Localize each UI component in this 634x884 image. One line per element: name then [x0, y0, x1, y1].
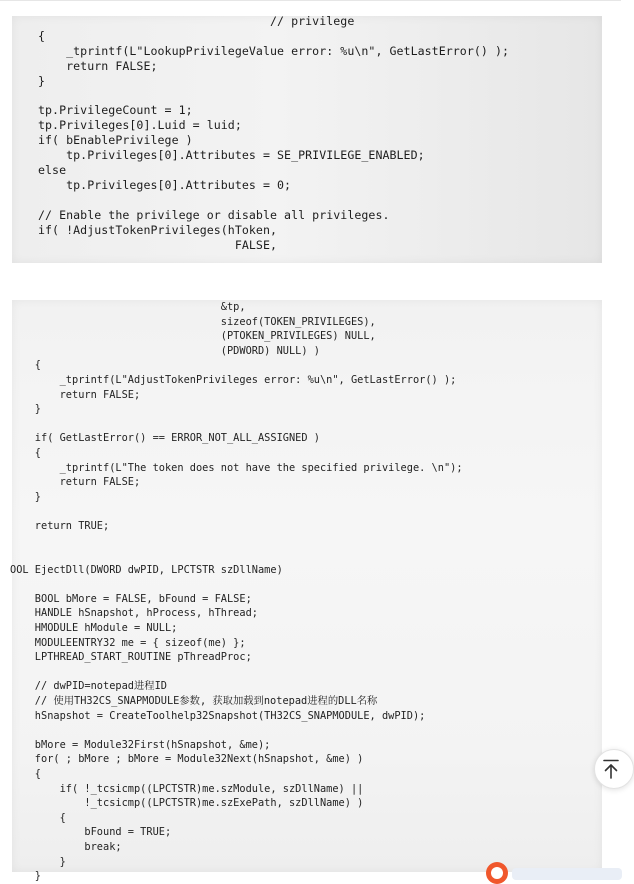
code-line: { — [10, 768, 41, 780]
code-line: MODULEENTRY32 me = { sizeof(me) }; — [10, 636, 246, 649]
code-line — [38, 89, 509, 104]
code-line: (PDWORD) NULL) ) — [10, 344, 320, 357]
code-line: &tp, — [10, 301, 246, 313]
code-line: } — [10, 855, 66, 868]
back-to-top-button[interactable] — [594, 749, 634, 789]
code-line: { — [38, 28, 46, 43]
code-line: if( bEnablePrivilege ) — [38, 133, 193, 148]
code-line — [10, 665, 463, 680]
site-logo-icon — [486, 862, 508, 884]
code-line: OOL EjectDll(DWORD dwPID, LPCTSTR szDllName) — [10, 563, 283, 576]
code-line: tp.Privileges[0].Attributes = SE_PRIVILEGE_ENABLED; — [38, 148, 425, 163]
code-line: _tprintf(L"The token does not have the specified privilege. \n"); — [10, 461, 463, 474]
code-line: } — [10, 490, 41, 503]
code-line: HMODULE hModule = NULL; — [10, 622, 178, 635]
code-photo-1 — [12, 16, 602, 263]
code-line: { — [10, 446, 41, 459]
code-line: return FALSE; — [38, 58, 158, 73]
code-line — [10, 417, 463, 432]
code-line: return FALSE; — [10, 476, 141, 489]
code-line: break; — [10, 840, 122, 853]
code-line: bFound = TRUE; — [10, 826, 172, 839]
code-line: !_tcsicmp((LPCTSTR)me.szExePath, szDllName) ) — [10, 797, 364, 810]
code-line — [10, 548, 463, 563]
code-line: { — [10, 359, 41, 372]
code-line: _tprintf(L"LookupPrivilegeValue error: %u\n", GetLastError() ); — [38, 43, 510, 58]
code-line: HANDLE hSnapshot, hProcess, hThread; — [10, 607, 258, 620]
code-line: BOOL bMore = FALSE, bFound = FALSE; — [10, 592, 252, 605]
code-line: } — [38, 73, 46, 88]
top-border — [0, 0, 621, 1]
logo-strip — [512, 868, 622, 880]
code-line — [10, 534, 463, 549]
code-line: for( ; bMore ; bMore = Module32Next(hSnapshot, &me) ) — [10, 753, 364, 766]
code-line — [38, 193, 509, 208]
code-line: tp.Privileges[0].Luid = luid; — [38, 118, 242, 133]
code-line: tp.PrivilegeCount = 1; — [38, 103, 193, 118]
code-line: } — [10, 403, 41, 416]
code-line: _tprintf(L"AdjustTokenPrivileges error: %u\n", GetLastError() ); — [10, 373, 457, 386]
code-block-1 — [38, 14, 509, 253]
code-line: (PTOKEN_PRIVILEGES) NULL, — [10, 330, 376, 343]
code-line: // dwPID=notepad进程ID — [10, 680, 167, 693]
code-line: else — [38, 163, 67, 178]
code-line: return FALSE; — [10, 388, 141, 401]
code-line: bMore = Module32First(hSnapshot, &me); — [10, 738, 271, 751]
code-line: return TRUE; — [10, 519, 110, 532]
code-line — [10, 723, 463, 738]
code-line: if( !_tcsicmp((LPCTSTR)me.szModule, szDllName) || — [10, 782, 364, 795]
code-line: hSnapshot = CreateToolhelp32Snapshot(TH32CS_SNAPMODULE, dwPID); — [10, 709, 426, 722]
code-line: LPTHREAD_START_ROUTINE pThreadProc; — [10, 651, 252, 664]
code-line: FALSE, — [38, 237, 278, 252]
code-line — [10, 577, 463, 592]
code-line: if( !AdjustTokenPrivileges(hToken, — [38, 222, 278, 237]
code-line: } — [10, 870, 41, 883]
code-line: sizeof(TOKEN_PRIVILEGES), — [10, 315, 376, 328]
code-line: if( GetLastError() == ERROR_NOT_ALL_ASSIGNED ) — [10, 432, 320, 445]
code-photo-2 — [10, 300, 602, 883]
code-line: { — [10, 811, 66, 824]
code-line: tp.Privileges[0].Attributes = 0; — [38, 177, 292, 192]
arrow-up-to-top-icon — [601, 758, 621, 780]
code-line: // privilege — [38, 14, 355, 28]
code-line: // Enable the privilege or disable all privileges. — [38, 207, 390, 222]
code-line — [10, 504, 463, 519]
code-line: // 使用TH32CS_SNAPMODULE参数, 获取加载到notepad进程的DLL名称 — [10, 695, 378, 708]
site-logo-badge[interactable] — [486, 858, 626, 878]
code-block-2 — [10, 300, 463, 884]
